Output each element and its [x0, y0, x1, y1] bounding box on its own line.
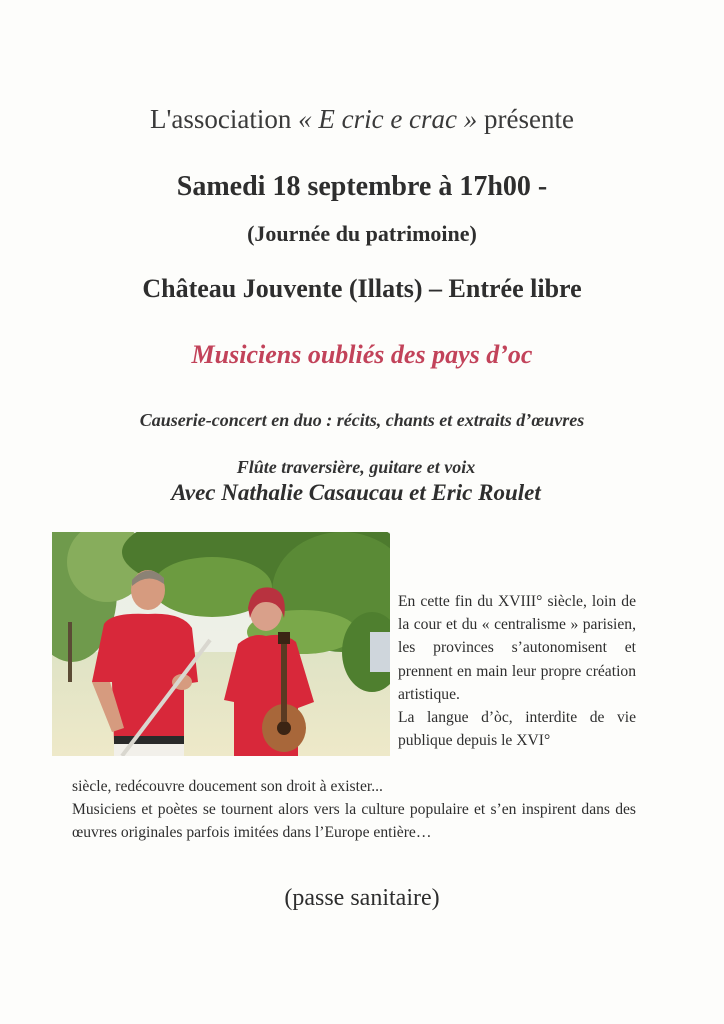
- musicians-photo: [52, 532, 390, 756]
- description-paragraph-3: Musiciens et poètes se tournent alors vers la culture populaire et s’en inspirent dans des œuvres originales parfois imitées dans l’Europe entière…: [72, 801, 636, 842]
- association-name: « E cric e crac »: [298, 104, 478, 134]
- intro-before: L'association: [150, 104, 299, 134]
- instruments-line: Flûte traversière, guitare et voix: [236, 457, 476, 477]
- description-paragraph-2: La langue d’òc, interdite de vie publique depuis le XVI°: [398, 709, 636, 750]
- musicians-photo-illustration: [52, 532, 390, 756]
- journee-patrimoine: (Journée du patrimoine): [247, 221, 477, 246]
- description-paragraph-1: En cette fin du XVIII° siècle, loin de la cour et du « centralisme » parisien, les provinces s’autonomisent et prennent en main leur propre création artistique.: [398, 593, 636, 703]
- concert-subtitle: Causerie-concert en duo : récits, chants et extraits d’œuvres: [139, 410, 585, 430]
- intro-line: [0, 104, 724, 135]
- event-date: Samedi 18 septembre à 17h00 -: [176, 171, 548, 202]
- description-paragraph-2-continued: siècle, redécouvre doucement son droit à exister...: [72, 778, 383, 795]
- event-location: Château Jouvente (Illats) – Entrée libre: [142, 274, 582, 303]
- artists-line: Avec Nathalie Casaucau et Eric Roulet: [171, 480, 541, 505]
- intro-after: présente: [477, 104, 574, 134]
- description-side: [398, 590, 636, 752]
- concert-title: Musiciens oubliés des pays d’oc: [191, 340, 533, 369]
- description-full: [72, 775, 636, 845]
- passe-sanitaire: (passe sanitaire): [284, 885, 440, 911]
